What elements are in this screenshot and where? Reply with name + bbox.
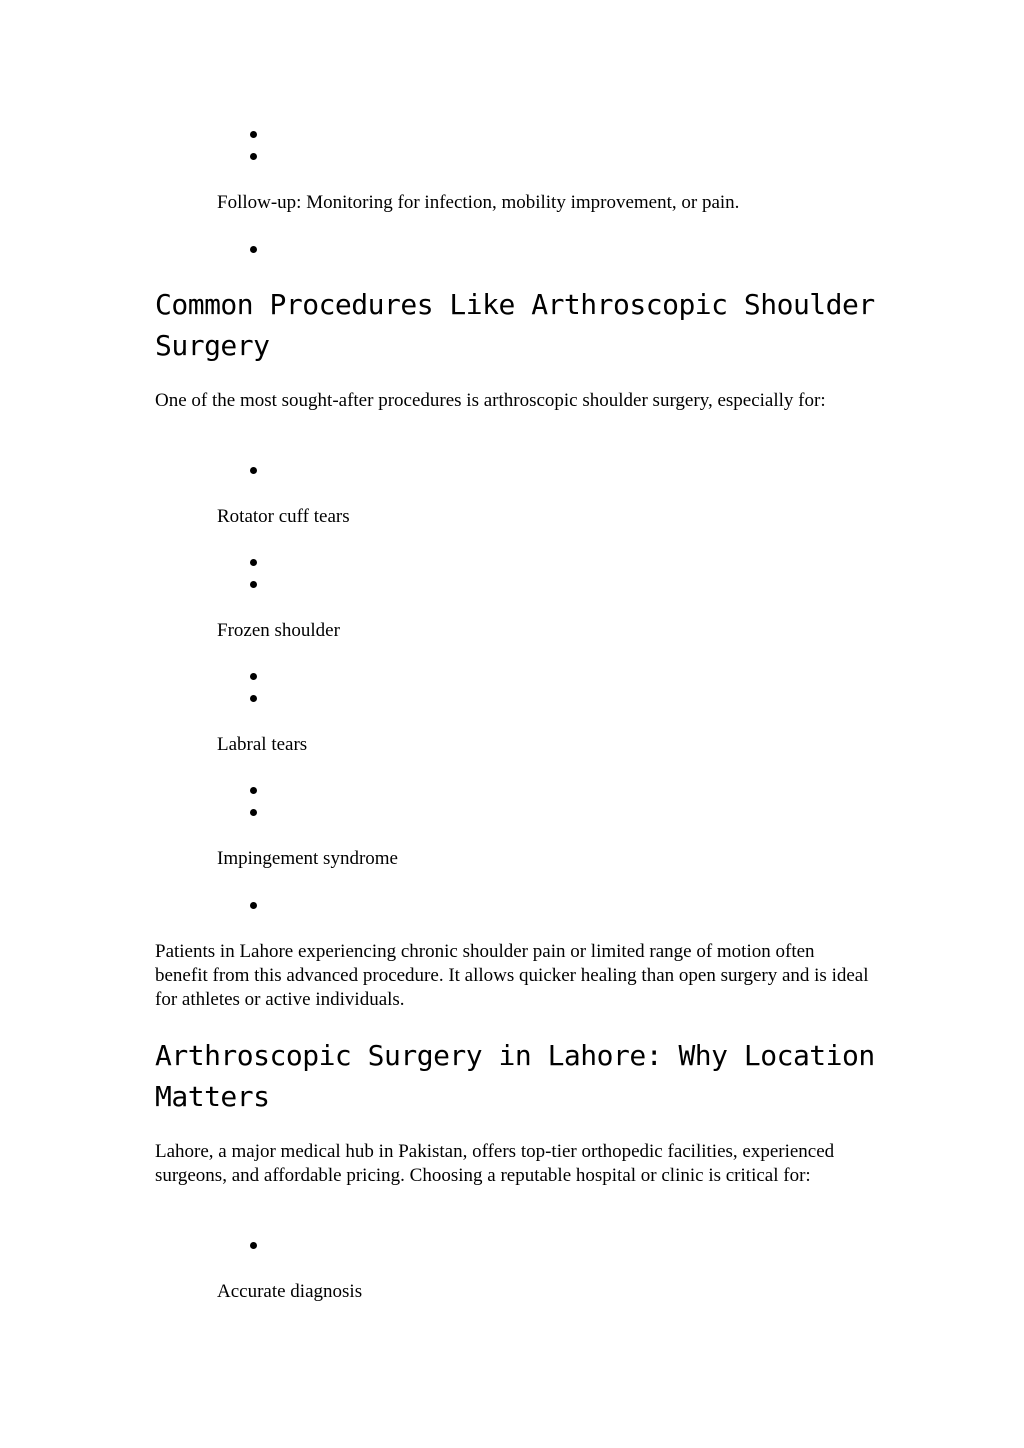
list-item: Accurate diagnosis <box>217 1281 363 1302</box>
section-heading-lahore-location <box>155 1035 875 1117</box>
list-bullet <box>250 1242 257 1249</box>
list-bullet <box>250 695 257 702</box>
heading-line: Arthroscopic Surgery in Lahore: Why Location <box>155 1039 875 1072</box>
list-item: Frozen shoulder <box>217 620 340 641</box>
list-bullet <box>250 787 257 794</box>
list-item: Impingement syndrome <box>217 848 398 869</box>
heading-line: Matters <box>155 1080 270 1113</box>
section-intro-paragraph: One of the most sought-after procedures is arthroscopic shoulder surgery, especially for: <box>155 390 826 411</box>
list-bullet <box>250 902 257 909</box>
list-item: Rotator cuff tears <box>217 506 350 527</box>
list-bullet <box>250 559 257 566</box>
list-bullet <box>250 153 257 160</box>
list-item: Labral tears <box>217 734 308 755</box>
list-bullet <box>250 673 257 680</box>
section-intro-paragraph: Lahore, a major medical hub in Pakistan, offers top-tier orthopedic facilities, experienced surgeons, and affordable pricing. Choosing a reputable hospital or clinic is critical for: <box>155 1141 835 1186</box>
section-heading-common-procedures <box>155 284 875 366</box>
list-bullet <box>250 581 257 588</box>
list-bullet <box>250 809 257 816</box>
heading-line: Common Procedures Like Arthroscopic Shoulder <box>155 288 875 321</box>
list-item-followup: Follow-up: Monitoring for infection, mobility improvement, or pain. <box>217 192 740 213</box>
section-closing-paragraph: Patients in Lahore experiencing chronic shoulder pain or limited range of motion often benefit from this advanced procedure. It allows quicker healing than open surgery and is ideal for athletes or active individuals. <box>155 941 869 1010</box>
list-bullet <box>250 131 257 138</box>
list-bullet <box>250 246 257 253</box>
list-bullet <box>250 467 257 474</box>
heading-line: Surgery <box>155 329 270 362</box>
